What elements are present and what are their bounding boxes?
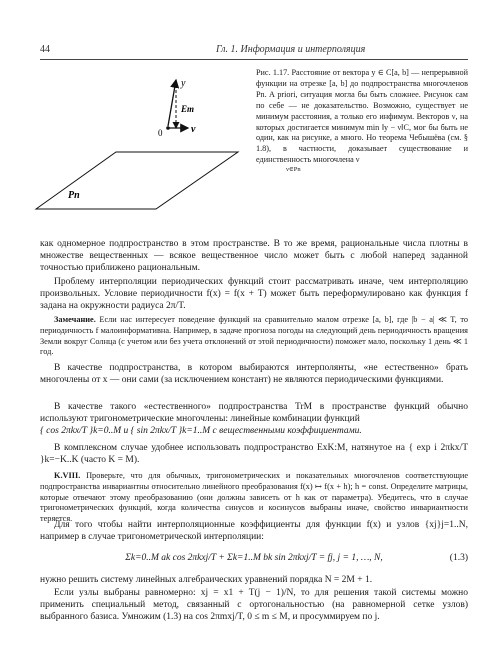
paragraph-7-block bbox=[40, 574, 468, 586]
paragraph-1: как одномерное подпространство в этом пространстве. В то же время, рациональные числа плотны в множестве вещественных — всякое вещественное число может быть с любой наперед заданной точностью приближено рациональным. bbox=[40, 239, 468, 274]
paragraph-5-block bbox=[40, 442, 468, 466]
paragraph-1-block bbox=[40, 238, 468, 275]
paragraph-6-block bbox=[40, 519, 468, 543]
figure-projection bbox=[28, 66, 253, 224]
page-number: 44 bbox=[40, 44, 50, 55]
origin-point bbox=[166, 126, 170, 130]
paragraph-3-block bbox=[40, 362, 468, 386]
remark-text: Если нас интересует поведение функций на сравнительно малом отрезке [a, b], где |b − a| ≪ T, то периодичность f малоинформативна. Например, в задаче прогноза погоды на следующий день периодичность вращения Земли вокруг Солнца (с учетом или без учета отклонений от этой периодичности) поможет мало, поскольку 1 день ≪ 1 год. bbox=[40, 315, 468, 357]
paragraph-7: нужно решить систему линейных алгебраических уравнений порядка N = 2M + 1. bbox=[40, 575, 373, 585]
paragraph-4-formula: { cos 2πkx/T }k=0..M и { sin 2πkx/T }k=1..M с вещественными коэффициентами. bbox=[40, 426, 362, 437]
label-y: y bbox=[181, 78, 186, 89]
paragraph-2: Проблему интерполяции периодических функций стоит рассматривать иначе, чем интерполяцию произвольных. Условие периодичности f(x) = f(x + T) может быть переформулировано как функция f задана на окружности радиуса 2π/T. bbox=[40, 277, 468, 312]
page-header bbox=[40, 44, 468, 58]
label-zero: 0 bbox=[158, 128, 163, 138]
label-em: Em bbox=[181, 104, 195, 114]
running-title: Гл. 1. Информация и интерполяция bbox=[216, 44, 366, 55]
vector-y bbox=[168, 80, 176, 126]
exercise-kviii-block bbox=[40, 471, 468, 525]
exercise-text: Проверьте, что для обычных, тригонометрических и показательных многочленов соответствующие подпространства инвариантны относительно линейного преобразования f(x) ↦ f(x + h); h = const. Определите матрицы, которые отвечают этому преобразованию (они должны зависеть от h как от параметра). Убедитесь, что в случае тригонометрических функций, когда количества синусов и косинусов выбраны иначе, свойство инвариантности теряется. bbox=[40, 471, 468, 524]
caption-min-subscript: ν∈Pn bbox=[286, 166, 301, 174]
equation-1-3 bbox=[40, 546, 468, 572]
figure-caption bbox=[256, 68, 468, 173]
label-nu: ν bbox=[191, 124, 196, 135]
header-rule bbox=[40, 59, 468, 60]
paragraph-5: В комплексном случае удобнее использовать подпространство ExK:M, натянутое на { exp i 2πkx/T }k=−K..K (часто K = M). bbox=[40, 443, 468, 466]
paragraph-2-block bbox=[40, 276, 468, 313]
caption-text: Рис. 1.17. Расстояние от вектора y ∈ C[a, b] — непрерывной функции на отрезке [a, b] до подпространства многочленов Pn. A priori, ситуация могла бы быть сложнее. Рисунок сам по себе — не доказательство. Возможно, существует не минимум расстояния, а только его инфимум. Векторов ν, на которых достигается минимум min ‖y − ν‖C, мог бы быть не один, как на рисунке, а много. Но теорема Чебышёва (см. § 1.8), в частности, доказывает существование и единственность многочлена ν bbox=[256, 68, 468, 165]
paragraph-6: Для того чтобы найти интерполяционные коэффициенты для функции f(x) и узлов {xj}j=1..N, например в случае тригонометрической интерполяции: bbox=[40, 520, 468, 543]
remark-heading: Замечание. bbox=[54, 315, 96, 324]
label-pn: Pn bbox=[68, 190, 80, 201]
paragraph-4-block bbox=[40, 401, 468, 438]
equation-body: Σk=0..M ak cos 2πkxj/T + Σk=1..M bk sin 2πkxj/T = fj, j = 1, …, N, bbox=[125, 553, 383, 563]
remark-block bbox=[40, 315, 468, 358]
paragraph-8-block bbox=[40, 587, 468, 624]
paragraph-4: В качестве такого «естественного» подпространства TrM в пространстве функций обычно используют тригонометрические многочлены: линейные комбинации функций bbox=[40, 402, 468, 425]
equation-number: (1.3) bbox=[449, 553, 468, 563]
paragraph-3: В качестве подпространства, в котором выбираются интерполянты, «не естественно» брать многочлены от x — они сами (за исключением констант) не являются периодическими функциями. bbox=[40, 363, 468, 386]
exercise-heading: K.VIII. bbox=[54, 471, 81, 480]
plane-pn bbox=[36, 152, 238, 209]
paragraph-8: Если узлы выбраны равномерно: xj = x1 + T(j − 1)/N, то для решения такой системы можно применить специальный метод, связанный с ортогональностью (на равномерной сетке узлов) выбранного базиса. Умножим (1.3) на cos 2πmxj/T, 0 ≤ m ≤ M, и просуммируем по j. bbox=[40, 588, 468, 623]
